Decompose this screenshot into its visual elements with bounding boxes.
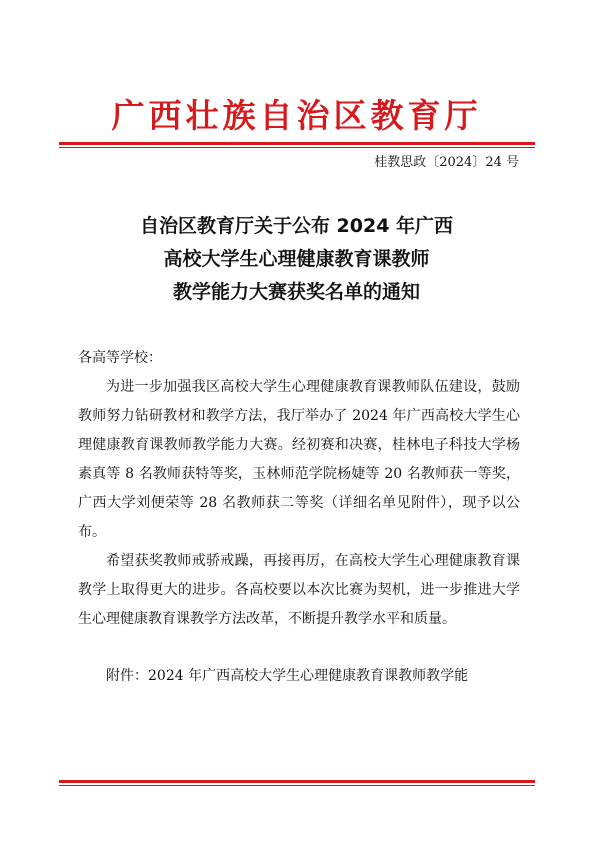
notice-title: [0, 210, 593, 309]
footer-rule-thin: [59, 785, 535, 786]
footer-rule-thick: [59, 780, 535, 783]
attachment-line: 附件：2024 年广西高校大学生心理健康教育课教师教学能: [106, 668, 469, 684]
notice-body: [78, 344, 520, 691]
body-paragraph-1: 为进一步加强我区高校大学生心理健康教育课教师队伍建设，鼓励教师努力钻研教材和教学方法，我厅举办了 2024 年广西高校大学生心理健康教育课教师教学能力大赛。经初赛和决赛，桂林电子科技大学杨素真等 8 名教师获特等奖，玉林师范学院杨婕等 20 名教师获一等奖，广西大学刘便荣等 28 名教师获二等奖（详细名单见附件），现予以公布。: [78, 379, 520, 540]
document-number: 桂教思政〔2024〕24 号: [374, 155, 519, 170]
title-line-2: 高校大学生心理健康教育课教师: [163, 248, 430, 270]
header-rule-thin: [59, 147, 535, 148]
title-line-3: 教学能力大赛获奖名单的通知: [172, 281, 420, 303]
body-paragraph-2: 希望获奖教师戒骄戒躁，再接再厉，在高校大学生心理健康教育课教学上取得更大的进步。各高校要以本次比赛为契机，进一步推进大学生心理健康教育课教学方法改革，不断提升教学水平和质量。: [78, 553, 520, 627]
salutation: 各高等学校：: [78, 350, 162, 366]
header-rule-thick: [59, 142, 535, 145]
title-line-1: 自治区教育厅关于公布 2024 年广西: [139, 215, 454, 237]
masthead-title: 广西壮族自治区教育厅: [111, 96, 482, 135]
